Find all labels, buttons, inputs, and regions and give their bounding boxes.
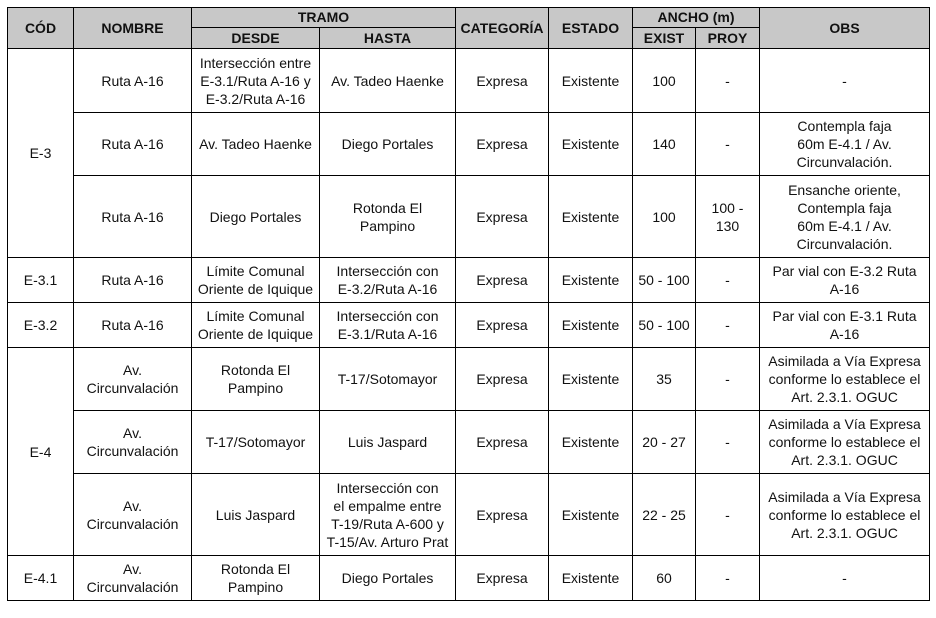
cell-estado: Existente <box>549 258 633 303</box>
cell-obs: Asimilada a Vía Expresa conforme lo establece el Art. 2.3.1. OGUC <box>760 474 930 556</box>
cell-exist: 60 <box>633 556 696 601</box>
cell-categoria: Expresa <box>456 49 549 113</box>
cell-estado: Existente <box>549 348 633 411</box>
cell-estado: Existente <box>549 411 633 474</box>
cell-nombre: Ruta A-16 <box>74 49 192 113</box>
cell-categoria: Expresa <box>456 258 549 303</box>
cell-desde: Intersección entre E-3.1/Ruta A-16 y E-3.2/Ruta A-16 <box>192 49 320 113</box>
cell-categoria: Expresa <box>456 411 549 474</box>
table-row <box>8 113 930 176</box>
cell-hasta: Diego Portales <box>320 556 456 601</box>
cell-desde: Av. Tadeo Haenke <box>192 113 320 176</box>
cell-estado: Existente <box>549 49 633 113</box>
cell-nombre: Ruta A-16 <box>74 113 192 176</box>
cell-proy: - <box>696 258 760 303</box>
cell-obs: - <box>760 556 930 601</box>
table-header <box>8 8 930 49</box>
cell-desde: Límite Comunal Oriente de Iquique <box>192 303 320 348</box>
header-tramo: TRAMO <box>192 8 456 28</box>
cell-exist: 100 <box>633 49 696 113</box>
cell-obs: Asimilada a Vía Expresa conforme lo establece el Art. 2.3.1. OGUC <box>760 411 930 474</box>
cell-exist: 50 - 100 <box>633 303 696 348</box>
cell-proy: - <box>696 411 760 474</box>
cell-estado: Existente <box>549 556 633 601</box>
table-body <box>8 49 930 601</box>
cell-desde: T-17/Sotomayor <box>192 411 320 474</box>
header-categoria: CATEGORÍA <box>456 8 549 49</box>
cell-proy: - <box>696 113 760 176</box>
cell-desde: Rotonda El Pampino <box>192 348 320 411</box>
header-cod: CÓD <box>8 8 74 49</box>
cell-nombre: Ruta A-16 <box>74 303 192 348</box>
cell-proy: - <box>696 49 760 113</box>
cell-categoria: Expresa <box>456 474 549 556</box>
cell-hasta: Intersección con E-3.1/Ruta A-16 <box>320 303 456 348</box>
cell-hasta: Av. Tadeo Haenke <box>320 49 456 113</box>
cell-categoria: Expresa <box>456 348 549 411</box>
cell-hasta: Rotonda El Pampino <box>320 176 456 258</box>
header-hasta: HASTA <box>320 28 456 49</box>
vias-table <box>7 7 930 601</box>
cell-proy: - <box>696 474 760 556</box>
cell-estado: Existente <box>549 303 633 348</box>
cell-exist: 100 <box>633 176 696 258</box>
cell-categoria: Expresa <box>456 113 549 176</box>
header-nombre: NOMBRE <box>74 8 192 49</box>
header-ancho: ANCHO (m) <box>633 8 760 28</box>
cell-proy: - <box>696 556 760 601</box>
table-row <box>8 49 930 113</box>
cell-obs: Par vial con E-3.2 Ruta A-16 <box>760 258 930 303</box>
cell-hasta: Intersección con E-3.2/Ruta A-16 <box>320 258 456 303</box>
cell-nombre: Av. Circunvalación <box>74 411 192 474</box>
cell-proy: - <box>696 348 760 411</box>
cell-nombre: Ruta A-16 <box>74 176 192 258</box>
table-row <box>8 258 930 303</box>
header-estado: ESTADO <box>549 8 633 49</box>
header-desde: DESDE <box>192 28 320 49</box>
cell-nombre: Av. Circunvalación <box>74 474 192 556</box>
table-row <box>8 556 930 601</box>
cell-categoria: Expresa <box>456 303 549 348</box>
cell-desde: Diego Portales <box>192 176 320 258</box>
header-exist: EXIST <box>633 28 696 49</box>
cell-estado: Existente <box>549 474 633 556</box>
vias-table-container <box>7 7 930 601</box>
cell-obs: Contempla faja 60m E-4.1 / Av. Circunvalación. <box>760 113 930 176</box>
cell-categoria: Expresa <box>456 556 549 601</box>
cell-nombre: Ruta A-16 <box>74 258 192 303</box>
header-obs: OBS <box>760 8 930 49</box>
cell-cod: E-3 <box>8 49 74 258</box>
cell-proy: 100 - 130 <box>696 176 760 258</box>
cell-nombre: Av. Circunvalación <box>74 348 192 411</box>
cell-cod: E-3.2 <box>8 303 74 348</box>
table-row <box>8 303 930 348</box>
cell-proy: - <box>696 303 760 348</box>
cell-obs: Ensanche oriente, Contempla faja 60m E-4.1 / Av. Circunvalación. <box>760 176 930 258</box>
cell-cod: E-3.1 <box>8 258 74 303</box>
table-row <box>8 176 930 258</box>
cell-exist: 22 - 25 <box>633 474 696 556</box>
cell-obs: Asimilada a Vía Expresa conforme lo establece el Art. 2.3.1. OGUC <box>760 348 930 411</box>
table-row <box>8 474 930 556</box>
cell-hasta: T-17/Sotomayor <box>320 348 456 411</box>
cell-desde: Límite Comunal Oriente de Iquique <box>192 258 320 303</box>
table-row <box>8 348 930 411</box>
cell-hasta: Intersección con el empalme entre T-19/Ruta A-600 y T-15/Av. Arturo Prat <box>320 474 456 556</box>
cell-cod: E-4.1 <box>8 556 74 601</box>
cell-categoria: Expresa <box>456 176 549 258</box>
cell-obs: Par vial con E-3.1 Ruta A-16 <box>760 303 930 348</box>
cell-estado: Existente <box>549 176 633 258</box>
cell-obs: - <box>760 49 930 113</box>
cell-exist: 35 <box>633 348 696 411</box>
cell-desde: Luis Jaspard <box>192 474 320 556</box>
cell-exist: 20 - 27 <box>633 411 696 474</box>
cell-estado: Existente <box>549 113 633 176</box>
cell-hasta: Luis Jaspard <box>320 411 456 474</box>
cell-exist: 140 <box>633 113 696 176</box>
cell-hasta: Diego Portales <box>320 113 456 176</box>
cell-desde: Rotonda El Pampino <box>192 556 320 601</box>
table-row <box>8 411 930 474</box>
cell-cod: E-4 <box>8 348 74 556</box>
header-proy: PROY <box>696 28 760 49</box>
cell-exist: 50 - 100 <box>633 258 696 303</box>
cell-nombre: Av. Circunvalación <box>74 556 192 601</box>
